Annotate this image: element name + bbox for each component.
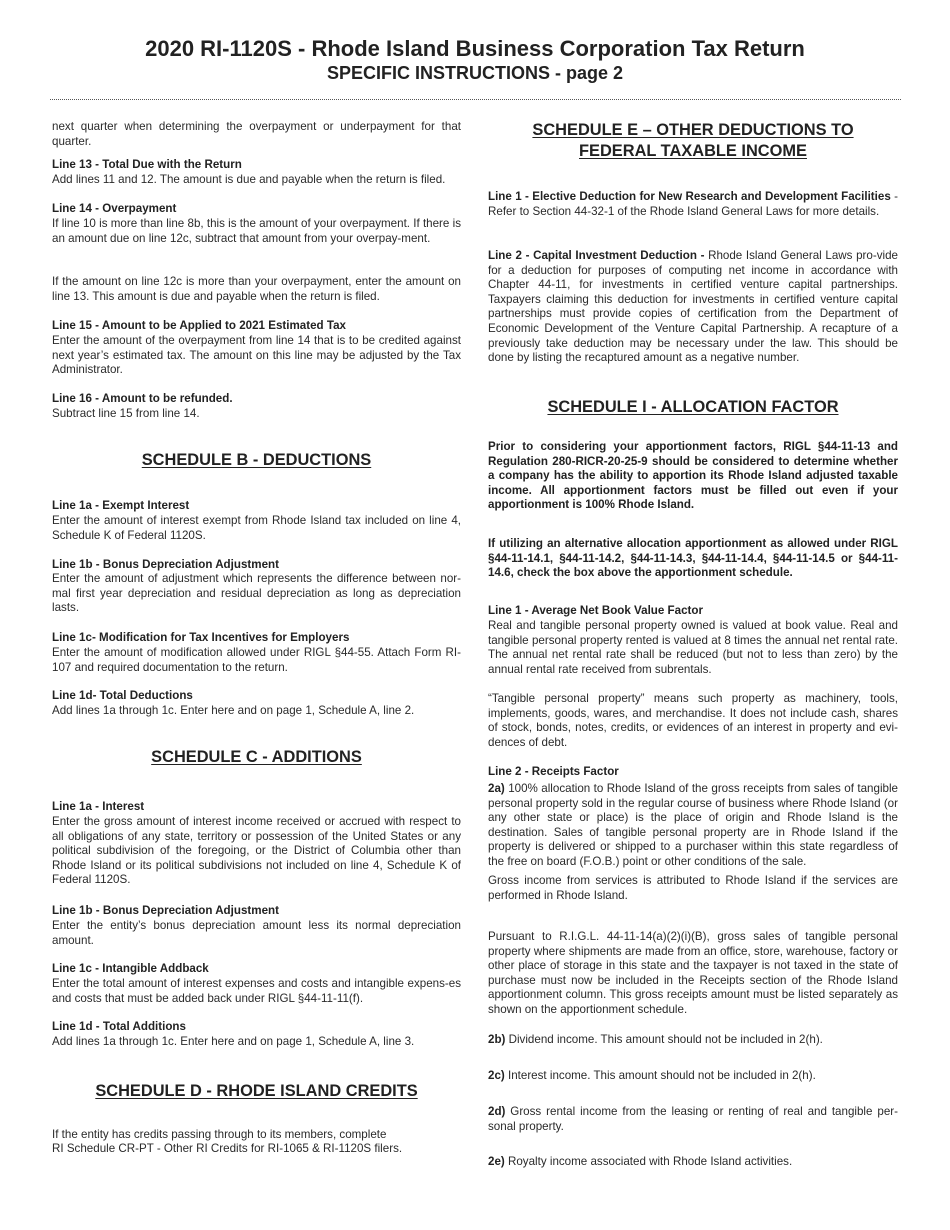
line15-text: Enter the amount of the overpayment from line 14 that is to be credited against next year’s estimated tax. The amount on this line may be adjusted by the Tax Administrator. [52, 334, 461, 377]
schedc-line1a-heading: Line 1a - Interest [52, 800, 145, 813]
schede-line1 [488, 190, 898, 219]
schedule-i-title: SCHEDULE I - ALLOCATION FACTOR [547, 398, 839, 416]
schedc-line1d-text: Add lines 1a through 1c. Enter here and on page 1, Schedule A, line 3. [52, 1035, 415, 1048]
line2d-text: Gross rental income from the leasing or renting of real and tangible per-sonal property. [488, 1105, 898, 1133]
schede-line1-text: - Refer to Section 44-32-1 of the Rhode Island General Laws for more details. [488, 190, 899, 218]
schedb-line1d-text: Add lines 1a through 1c. Enter here and on page 1, Schedule A, line 2. [52, 704, 415, 717]
schedi-bold-note-2: If utilizing an alternative allocation apportionment as allowed under RIGL §44-11-14.1, §44-11-14.2, §44-11-14.3, §44-11-14.4, §44-11-14.5 or §44-11-14.6, check the box above the apportionment schedule. [488, 537, 898, 580]
schedule-c-title: SCHEDULE C - ADDITIONS [151, 748, 362, 766]
schedc-line1c-heading: Line 1c - Intangible Addback [52, 962, 209, 975]
schedi-line2d [488, 1105, 898, 1134]
page-subtitle: SPECIFIC INSTRUCTIONS - page 2 [326, 63, 624, 83]
line2c-text: Interest income. This amount should not be included in 2(h). [504, 1069, 816, 1082]
schedc-line1d-heading: Line 1d - Total Additions [52, 1020, 186, 1033]
schedi-services-text: Gross income from services is attributed to Rhode Island if the services are performed in Rhode Island. [488, 874, 898, 902]
schedb-line1a-text: Enter the amount of interest exempt from Rhode Island tax included on line 4, Schedule K of Federal 1120S. [52, 514, 461, 542]
schedule-b-title: SCHEDULE B - DEDUCTIONS [141, 451, 372, 469]
schedb-line1b-text: Enter the amount of adjustment which represents the difference between nor-mal first year depreciation and residual depreciation as long as depreciation lasts. [52, 572, 461, 615]
intro-text: next quarter when determining the overpayment or underpayment for that quarter. [52, 120, 461, 148]
line2d-label: 2d) [488, 1105, 506, 1118]
schedi-line1-text: Real and tangible personal property owned is valued at book value. Real and tangible personal property rented is valued at 8 times the annual net rental rate. The annual net rental rate shall be reduced (but not to less than zero) by the annual rental rate received from subrentals. [488, 619, 898, 676]
dotted-divider [50, 99, 901, 100]
schedule-e-title-2: FEDERAL TAXABLE INCOME [579, 142, 807, 160]
page-header [0, 36, 950, 85]
line2e-text: Royalty income associated with Rhode Island activities. [504, 1155, 793, 1168]
schedi-line2a [488, 782, 898, 870]
schedi-bold-note-1: Prior to considering your apportionment factors, RIGL §44-11-13 and Regulation 280-RICR-20-25-9 should be considered to determine whether a company has the ability to apportion its Rhode Island adjusted taxable income. All apportionment factors must be filled out even if your apportionment is 100% Rhode Island. [488, 440, 898, 512]
schedc-line1c-text: Enter the total amount of interest expenses and costs and intangible expens-es and costs that must be added back under RIGL §44-11-11(f). [52, 977, 461, 1005]
line2c-label: 2c) [488, 1069, 505, 1082]
schedb-line1c-text: Enter the amount of modification allowed under RIGL §44-55. Attach Form RI-107 and required documentation to the return. [52, 646, 461, 674]
line14-text: If line 10 is more than line 8b, this is the amount of your overpayment. If there is an amount due on line 12c, subtract that amount from your overpay-ment. [52, 217, 461, 245]
schedi-line2e [488, 1155, 898, 1170]
schedc-line1a-text: Enter the gross amount of interest income received or accrued with respect to all obligations of any state, territory or possession of the United States or any political subdivision of the foregoing, or the District of Columbia other than Rhode Island or its political subdivisions not included on line 4, Schedule K of Federal 1120S. [52, 815, 461, 887]
page-title: 2020 RI-1120S - Rhode Island Business Corporation Tax Return [145, 36, 805, 61]
schede-line2 [488, 249, 898, 366]
line2b-text: Dividend income. This amount should not be included in 2(h). [505, 1033, 823, 1046]
line13-text: Add lines 11 and 12. The amount is due and payable when the return is filed. [52, 173, 446, 186]
line14-heading: Line 14 - Overpayment [52, 202, 177, 215]
schede-line2-heading: Line 2 - Capital Investment Deduction - [488, 249, 709, 262]
schedi-line1-text-2: “Tangible personal property” means such property as machinery, tools, implements, goods, wares, and merchandise. It does not include cash, shares of stock, bonds, notes, credits, or evidences of an interest in property and evi-dences of debt. [488, 692, 898, 749]
schedc-line1b-heading: Line 1b - Bonus Depreciation Adjustment [52, 904, 279, 917]
line14-text-2: If the amount on line 12c is more than your overpayment, enter the amount on line 13. This amount is due and payable when the return is filed. [52, 275, 461, 303]
schedule-e-title-1: SCHEDULE E – OTHER DEDUCTIONS TO [532, 121, 854, 139]
schedi-pursuant-text: Pursuant to R.I.G.L. 44-11-14(a)(2)(i)(B), gross sales of tangible personal property where shipments are made from an office, store, warehouse, factory or other place of storage in this state and the taxpayer is not taxed in the state of purchase must now be included in the Receipts section of the Rhode Island apportionment column. This gross receipts amount must be listed separately as shown on the apportionment schedule. [488, 930, 898, 1016]
schedc-line1b-text: Enter the entity’s bonus depreciation amount less its normal depreciation amount. [52, 919, 461, 947]
schedule-d-title: SCHEDULE D - RHODE ISLAND CREDITS [95, 1082, 418, 1100]
schede-line1-heading: Line 1 - Elective Deduction for New Research and Development Facilities [488, 190, 891, 203]
line16-heading: Line 16 - Amount to be refunded. [52, 392, 233, 405]
line2a-text: 100% allocation to Rhode Island of the gross receipts from sales of tangible personal property sold in the regular course of business where Rhode Island (or any other state or place) is the place of origin and Rhode Island is the destination. Sales of tangible personal property are in Rhode Island if the property is delivered or shipped to a purchaser within this state regardless of the free on board (F.O.B.) point or other conditions of the sale. [488, 782, 898, 868]
schedd-text-1: If the entity has credits passing through to its members, complete [52, 1128, 387, 1141]
line2a-label: 2a) [488, 782, 505, 795]
schede-line2-text: Rhode Island General Laws pro-vide for a deduction for purposes of computing net income in accordance with Chapter 44-11, for investments in certified venture capital partnerships. Taxpayers claiming this deduction for investments in certified venture capital partnerships must provide copies of certification from the Department of Economic Development of the Venture Capital Partnership. A recapture of a previously take deduction may be necessary under the law. This should be done by listing the recaptured amount as a negative number. [488, 249, 898, 365]
schedi-line1-heading: Line 1 - Average Net Book Value Factor [488, 604, 703, 617]
schedb-line1d-heading: Line 1d- Total Deductions [52, 689, 193, 702]
line15-heading: Line 15 - Amount to be Applied to 2021 Estimated Tax [52, 319, 346, 332]
schedi-line2b [488, 1033, 898, 1048]
schedi-line2c [488, 1069, 898, 1084]
schedb-line1b-heading: Line 1b - Bonus Depreciation Adjustment [52, 558, 279, 571]
line16-text: Subtract line 15 from line 14. [52, 407, 200, 420]
schedb-line1c-heading: Line 1c- Modification for Tax Incentives for Employers [52, 631, 350, 644]
schedb-line1a-heading: Line 1a - Exempt Interest [52, 499, 190, 512]
schedd-text-2: RI Schedule CR-PT - Other RI Credits for RI-1065 & RI-1120S filers. [52, 1142, 403, 1155]
line2e-label: 2e) [488, 1155, 505, 1168]
line13-heading: Line 13 - Total Due with the Return [52, 158, 242, 171]
line2b-label: 2b) [488, 1033, 506, 1046]
schedi-line2-heading: Line 2 - Receipts Factor [488, 765, 619, 778]
